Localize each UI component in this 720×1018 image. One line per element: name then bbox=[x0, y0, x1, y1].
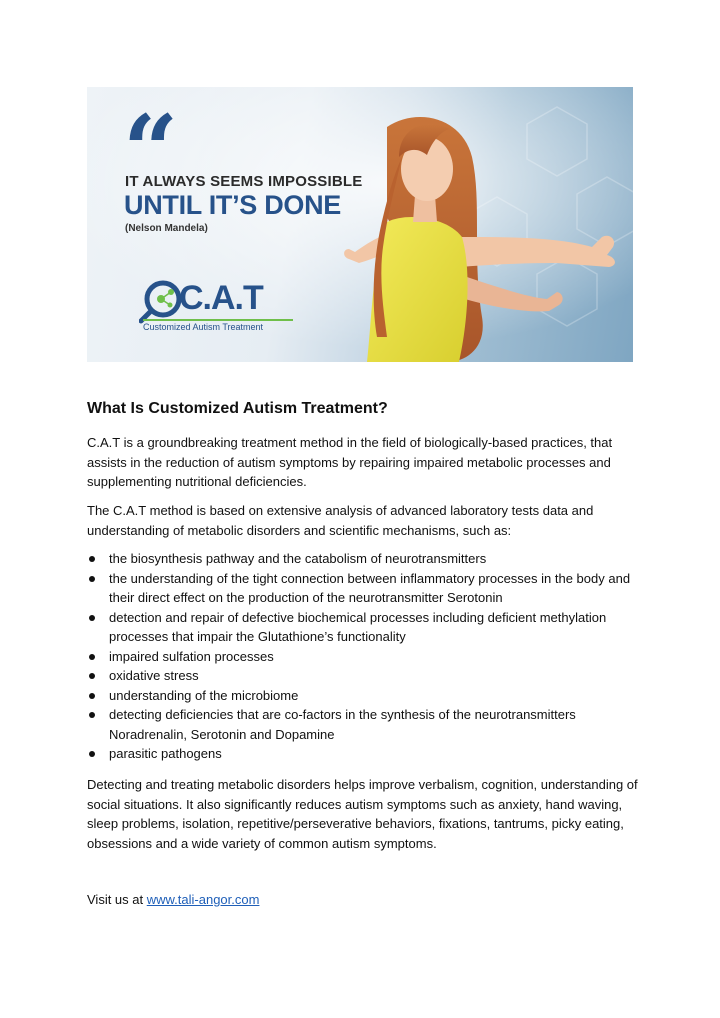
logo-subtitle: Customized Autism Treatment bbox=[143, 322, 264, 332]
list-item: the understanding of the tight connection between inflammatory processes in the body and their direct effect on the production of the neurotransmitter Serotonin bbox=[87, 569, 647, 608]
list-item: understanding of the microbiome bbox=[87, 686, 647, 706]
quote-text-line-2: UNTIL IT’S DONE bbox=[124, 190, 342, 220]
bullet-icon bbox=[89, 673, 95, 679]
list-item: detection and repair of defective biochemical processes including deficient methylation processes that impair the Glutathione’s functionality bbox=[87, 608, 647, 647]
bullet-icon bbox=[89, 751, 95, 757]
quote-text-line-1: IT ALWAYS SEEMS IMPOSSIBLE bbox=[125, 173, 363, 190]
visit-prefix: Visit us at bbox=[87, 892, 147, 907]
method-paragraph: The C.A.T method is based on extensive analysis of advanced laboratory tests data and understanding of metabolic disorders and scientific mechanisms, such as: bbox=[87, 503, 594, 538]
bullet-icon bbox=[89, 693, 95, 699]
list-item: oxidative stress bbox=[87, 666, 647, 686]
quote-author: (Nelson Mandela) bbox=[125, 223, 208, 234]
bullet-icon bbox=[89, 712, 95, 718]
outcome-paragraph: Detecting and treating metabolic disorders helps improve verbalism, cognition, understanding of social situations. It also significantly reduces autism symptoms such as anxiety, hand waving, sleep problems, isolation, repetitive/perseverative behaviors, fixations, tantrums, picky eating, obsessions and a wide variety of common autism symptoms. bbox=[87, 777, 638, 851]
website-link[interactable]: www.tali-angor.com bbox=[146, 892, 260, 907]
hero-banner-image bbox=[87, 87, 633, 362]
list-item: parasitic pathogens bbox=[87, 744, 647, 764]
list-item: detecting deficiencies that are co-factors in the synthesis of the neurotransmitters Noradrenalin, Serotonin and Dopamine bbox=[87, 705, 647, 744]
bullet-icon bbox=[89, 556, 95, 562]
list-item: impaired sulfation processes bbox=[87, 647, 647, 667]
section-heading: What Is Customized Autism Treatment? bbox=[87, 400, 388, 417]
bullet-icon bbox=[89, 654, 95, 660]
quote-mark-icon: “ bbox=[123, 94, 173, 207]
mechanisms-list bbox=[87, 549, 647, 764]
intro-paragraph: C.A.T is a groundbreaking treatment method in the field of biologically-based practices, that assists in the reduction of autism symptoms by repairing impaired metabolic processes and supplementing nutritional deficiencies. bbox=[87, 435, 613, 489]
list-item: the biosynthesis pathway and the catabolism of neurotransmitters bbox=[87, 549, 647, 569]
cat-logo bbox=[139, 279, 299, 339]
bullet-icon bbox=[89, 615, 95, 621]
bullet-icon bbox=[89, 576, 95, 582]
visit-line bbox=[87, 890, 259, 910]
logo-wordmark: C.A.T bbox=[179, 279, 263, 317]
